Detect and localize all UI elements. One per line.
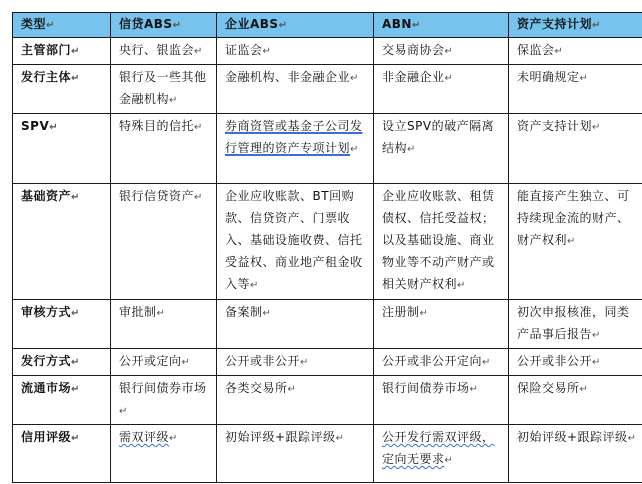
table-cell: 企业应收账款、BT回购款、信贷资产、门票收入、基础设施收费、信托受益权、商业地产租金收入等↵ — [217, 184, 374, 300]
table-row — [13, 376, 642, 425]
header-credit-abs: 信贷ABS↵ — [111, 13, 217, 38]
table-row — [13, 349, 642, 376]
table-cell: 特殊目的信托↵ — [111, 114, 217, 184]
header-abn: ABN↵ — [374, 13, 509, 38]
table-cell: 金融机构、非金融企业↵ — [217, 65, 374, 114]
comparison-table — [12, 12, 642, 483]
table-cell: 公开或定向↵ — [111, 349, 217, 376]
table-cell: 保监会↵ — [509, 38, 642, 65]
table-row — [13, 65, 642, 114]
table-cell: 需双评级↵ — [111, 425, 217, 483]
table-cell: 企业应收账款、租赁债权、信托受益权；以及基础设施、商业物业等不动产财产或相关财产权利↵ — [374, 184, 509, 300]
table-cell: 资产支持计划↵ — [509, 114, 642, 184]
row-label-issuer: 发行主体↵ — [13, 65, 111, 114]
table-cell: 初始评级+跟踪评级↵ — [217, 425, 374, 483]
row-label-issuance-method: 发行方式↵ — [13, 349, 111, 376]
table-cell: 央行、银监会↵ — [111, 38, 217, 65]
table-cell: 初始评级+跟踪评级↵ — [509, 425, 642, 483]
table-row — [13, 300, 642, 349]
row-label-underlying-assets: 基础资产↵ — [13, 184, 111, 300]
row-label-spv: SPV↵ — [13, 114, 111, 184]
table-cell: 保险交易所↵ — [509, 376, 642, 425]
table-cell: 证监会↵ — [217, 38, 374, 65]
table-row — [13, 184, 642, 300]
header-enterprise-abs: 企业ABS↵ — [217, 13, 374, 38]
header-row — [13, 13, 642, 38]
table-cell: 注册制↵ — [374, 300, 509, 349]
table-cell: 初次申报核准，同类产品事后报告↵ — [509, 300, 642, 349]
table-cell: 银行间债券市场↵ — [111, 376, 217, 425]
row-label-credit-rating: 信用评级↵ — [13, 425, 111, 483]
table-cell: 公开发行需双评级，定向无要求↵ — [374, 425, 509, 483]
table-cell: 非金融企业↵ — [374, 65, 509, 114]
table-cell: 银行间债券市场↵ — [374, 376, 509, 425]
table-cell: 券商资管或基金子公司发行管理的资产专项计划↵ — [217, 114, 374, 184]
row-label-regulator: 主管部门↵ — [13, 38, 111, 65]
table-cell: 公开或非公开↵ — [509, 349, 642, 376]
row-label-trading-market: 流通市场↵ — [13, 376, 111, 425]
table-cell: 银行信贷资产↵ — [111, 184, 217, 300]
table-cell: 能直接产生独立、可持续现金流的财产、财产权利↵ — [509, 184, 642, 300]
table-cell: 未明确规定↵ — [509, 65, 642, 114]
table-cell: 设立SPV的破产隔离结构↵ — [374, 114, 509, 184]
row-label-review-method: 审核方式↵ — [13, 300, 111, 349]
table-row — [13, 114, 642, 184]
header-type: 类型↵ — [13, 13, 111, 38]
table-cell: 公开或非公开↵ — [217, 349, 374, 376]
table-cell: 银行及一些其他金融机构↵ — [111, 65, 217, 114]
table-cell: 各类交易所↵ — [217, 376, 374, 425]
table-row — [13, 38, 642, 65]
header-asset-support-plan: 资产支持计划↵ — [509, 13, 642, 38]
table-cell: 备案制↵ — [217, 300, 374, 349]
table-row — [13, 425, 642, 483]
table-cell: 审批制↵ — [111, 300, 217, 349]
table-cell: 交易商协会↵ — [374, 38, 509, 65]
table-cell: 公开或非公开定向↵ — [374, 349, 509, 376]
